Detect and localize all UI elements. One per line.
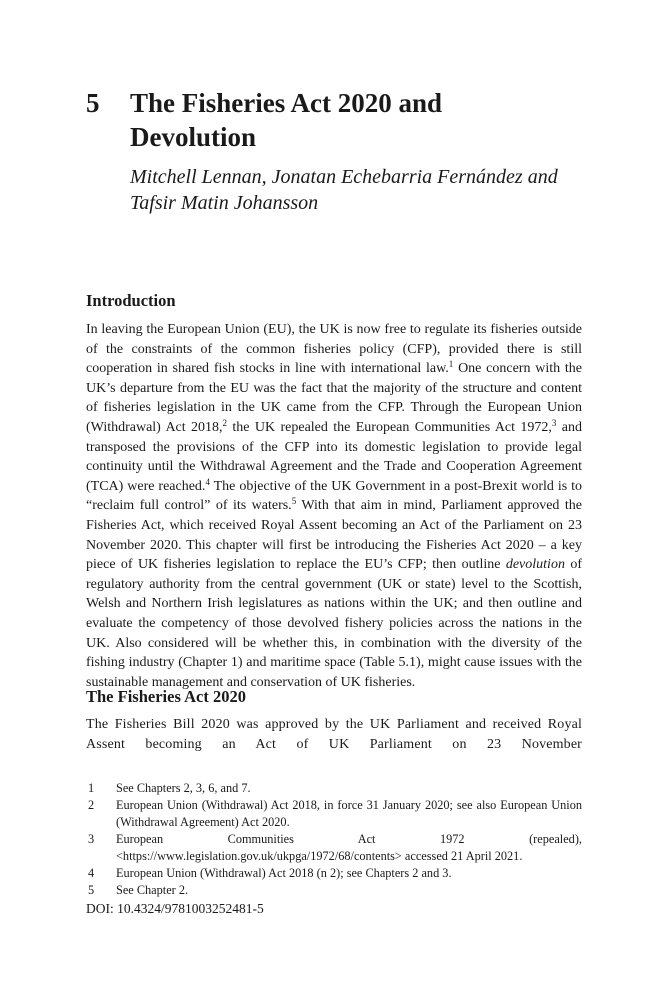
footnote-text: European Communities Act 1972 (repealed), <https://www.legislation.gov.uk/ukpga/1972/68/contents> accessed 21 April 2021. xyxy=(116,832,582,863)
footnote-item xyxy=(86,865,582,882)
footnote-item xyxy=(86,831,582,865)
footnote-number: 4 xyxy=(88,866,95,880)
footnote-number: 5 xyxy=(88,883,95,897)
footnote-number: 3 xyxy=(88,832,95,846)
footnote-reference[interactable]: 2 xyxy=(222,417,228,428)
chapter-number: 5 xyxy=(86,88,100,118)
text-run: In leaving the European Union (EU), the UK is now free to regulate its fisheries outside of the constraints of the common fisheries policy (CFP), provided there is still cooperation in shared fish stocks in line with international law. xyxy=(86,322,582,377)
fisheries-act-paragraph: The Fisheries Bill 2020 was approved by the UK Parliament and received Royal Assent becoming an Act of UK Parliament on 23 November xyxy=(86,717,582,752)
chapter-title: The Fisheries Act 2020 and Devolution xyxy=(130,88,443,152)
doi-identifier: DOI: 10.4324/9781003252481-5 xyxy=(86,901,264,916)
footnote-reference[interactable]: 5 xyxy=(291,496,297,507)
text-run: With that aim in mind, Parliament approved the Fisheries Act, which received Royal Assent becoming an Act of the Parliament on 23 November 2020. This chapter will first be introducing the Fisheries Act 2020 – a key piece of UK fisheries legislation to replace the EU’s CFP; then outline xyxy=(86,498,582,573)
text-run: of regulatory authority from the central government (UK or state) level to the Scottish, Welsh and Northern Irish legislatures as nations within the UK; and then outline and evaluate the competency of those devolved fishery policies across the nations in the UK. Also considered will be whether this, in combination with the diversity of the fishing industry (Chapter 1) and maritime space (Table 5.1), might cause issues with the sustainable management and conservation of UK fisheries. xyxy=(86,557,582,690)
emphasis-devolution: devolution xyxy=(505,557,565,573)
footnote-reference[interactable]: 1 xyxy=(448,359,454,370)
section-heading-introduction: Introduction xyxy=(86,291,176,310)
text-run: The objective of the UK Government in a post-Brexit world is to “reclaim full control” of its waters. xyxy=(86,478,583,514)
text-run: and transposed the provisions of the CFP into its domestic legislation to provide legal continuity until the Withdrawal Agreement and the Trade and Cooperation Agreement (TCA) were reached. xyxy=(86,419,582,494)
footnote-number: 2 xyxy=(88,798,95,812)
footnote-text: European Union (Withdrawal) Act 2018, in force 31 January 2020; see also European Union (Withdrawal Agreement) Act 2020. xyxy=(116,798,582,829)
section-heading-fisheries-act: The Fisheries Act 2020 xyxy=(86,687,246,706)
text-run: the UK repealed the European Communities Act 1972, xyxy=(227,419,552,435)
footnote-text: See Chapters 2, 3, 6, and 7. xyxy=(116,781,251,795)
footnotes-list xyxy=(86,780,582,899)
footnote-text: See Chapter 2. xyxy=(116,883,189,897)
footnote-item xyxy=(86,882,582,899)
footnote-reference[interactable]: 3 xyxy=(551,417,557,428)
text-run: One concern with the UK’s departure from the EU was the fact that the majority of the structure and content of fisheries legislation in the UK came from the CFP. Through the European Union (Withdrawal) Act 2018, xyxy=(86,361,583,435)
footnote-text: European Union (Withdrawal) Act 2018 (n 2); see Chapters 2 and 3. xyxy=(116,866,452,880)
introduction-paragraph xyxy=(86,320,582,692)
footnote-number: 1 xyxy=(88,781,95,795)
footnote-reference[interactable]: 4 xyxy=(205,476,210,487)
footnote-item xyxy=(86,780,582,797)
footnote-item xyxy=(86,797,582,831)
chapter-authors: Mitchell Lennan, Jonatan Echebarria Fernández and Tafsir Matin Johansson xyxy=(130,166,558,214)
